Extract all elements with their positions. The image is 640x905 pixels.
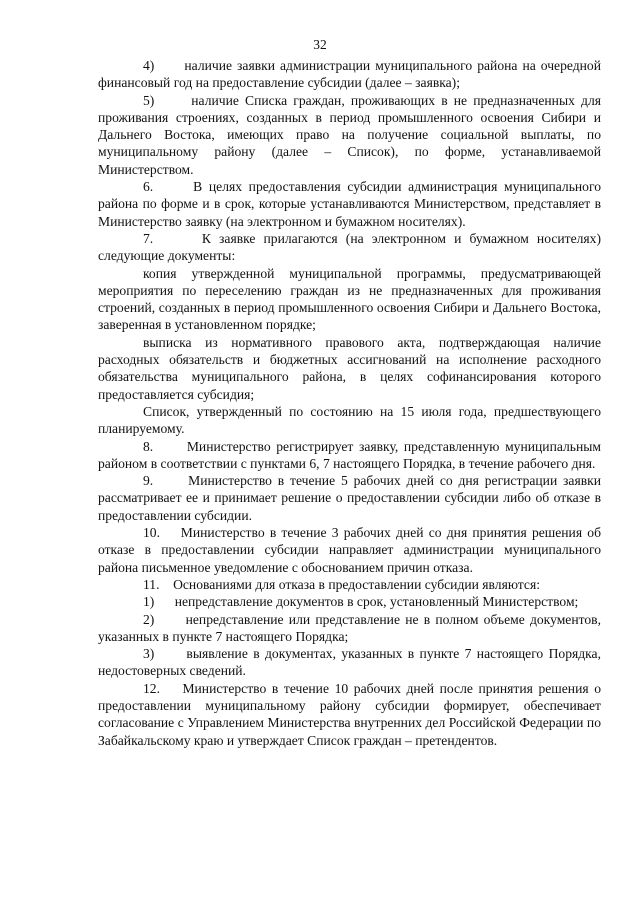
paragraph-point-7: 7. К заявке прилагаются (на электронном и бумажном носителях) следующие документы:	[98, 230, 601, 264]
paragraph-refusal-2: 2) непредставление или представление не в полном объеме документов, указанных в пункте 7 настоящего Порядка;	[98, 611, 601, 644]
paragraph-point-11: 11. Основаниями для отказа в предоставлении субсидии являются:	[143, 576, 540, 592]
paragraph-doc-program-copy: копия утвержденной муниципальной программы, предусматривающей мероприятия по переселению граждан из не предназначенных для проживания строений, созданных в период промышленного освоения Сибири и Дальнего Востока, заверенная в установленном порядке;	[98, 265, 601, 333]
page-number: 32	[313, 37, 327, 52]
paragraph-refusal-3: 3) выявление в документах, указанных в пункте 7 настоящего Порядка, недостоверных сведений.	[98, 646, 601, 679]
paragraph-item-5: 5) наличие Списка граждан, проживающих в не предназначенных для проживания строениях, созданных в период промышленного освоения Сибири и Дальнего Востока, имеющих право на получение социальной выплаты, по муниципальному району (далее – Список), по форме, устанавливаемой Министерством.	[98, 92, 601, 177]
paragraph-point-9: 9. Министерство в течение 5 рабочих дней со дня регистрации заявки рассматривает ее и принимает решение о предоставлении субсидии либо об отказе в предоставлении субсидии.	[98, 473, 601, 523]
paragraph-point-8: 8. Министерство регистрирует заявку, представленную муниципальным районом в соответствии с пунктами 6, 7 настоящего Порядка, в течение рабочего дня.	[98, 438, 601, 471]
paragraph-refusal-1: 1) непредставление документов в срок, установленный Министерством;	[143, 594, 579, 610]
document-body	[98, 57, 601, 749]
paragraph-doc-list: Список, утвержденный по состоянию на 15 июля года, предшествующего планируемому.	[98, 403, 601, 437]
paragraph-point-10: 10. Министерство в течение 3 рабочих дней со дня принятия решения об отказе в предоставлении субсидии направляет администрации муниципального района письменное уведомление с обоснованием причин отказа.	[98, 525, 601, 575]
paragraph-item-4: 4) наличие заявки администрации муниципального района на очередной финансовый год на предоставление субсидии (далее – заявка);	[98, 58, 601, 91]
paragraph-point-12: 12. Министерство в течение 10 рабочих дней после принятия решения о предоставлении муниципальному району субсидии формирует, обеспечивает согласование с Управлением Министерства внутренних дел Российской Федерации по Забайкальскому краю и утверждает Список граждан – претендентов.	[98, 680, 601, 748]
paragraph-doc-legal-extract: выписка из нормативного правового акта, подтверждающая наличие расходных обязательств и бюджетных ассигнований на исполнение расходного обязательства муниципального района, в целях софинансирования которого предоставляется субсидия;	[98, 334, 601, 402]
paragraph-point-6: 6. В целях предоставления субсидии администрация муниципального района по форме и в срок, которые устанавливаются Министерством, представляет в Министерство заявку (на электронном и бумажном носителях).	[98, 179, 601, 229]
